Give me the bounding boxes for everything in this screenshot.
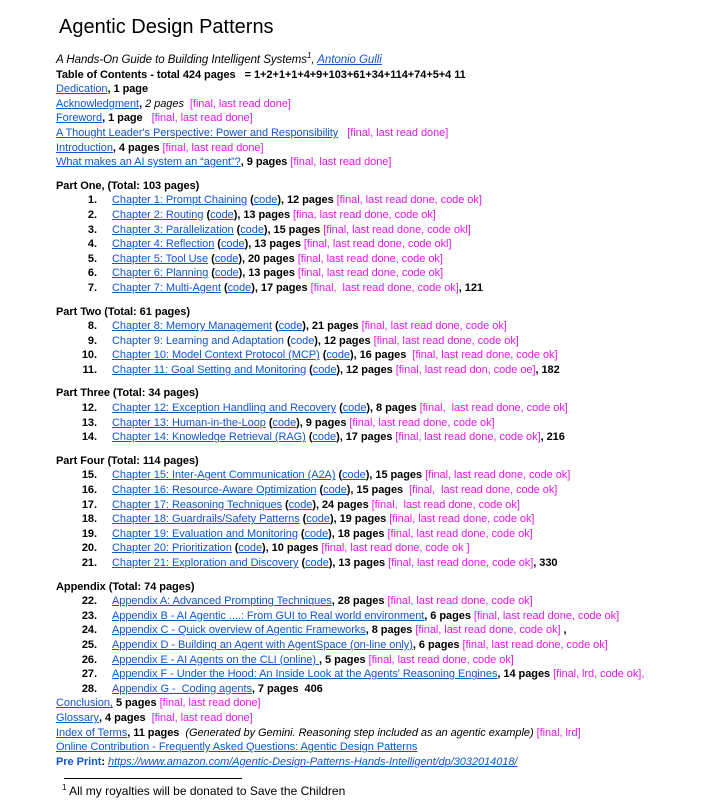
code-link-21[interactable]: code xyxy=(305,557,329,569)
status-note: [final, lrd, code ok] xyxy=(553,668,642,681)
chapter-item xyxy=(56,193,707,208)
code-link-2[interactable]: code xyxy=(210,208,234,221)
text-run: ( xyxy=(298,557,306,569)
footnote-divider xyxy=(64,778,242,779)
status-note: [final, last read done, code ok] xyxy=(409,484,558,497)
text-run: , 14 pages xyxy=(497,668,554,681)
chapter-item xyxy=(56,556,707,571)
status-note: [final, last read done, code ok] xyxy=(387,595,533,608)
part-section-1 xyxy=(56,179,707,296)
chapter-11-link[interactable]: Chapter 11: Goal Setting and Monitoring xyxy=(112,363,307,376)
pre-print-label[interactable]: Pre Print xyxy=(56,755,102,768)
code-link-18[interactable]: code xyxy=(306,513,330,526)
footer-entries xyxy=(56,696,707,769)
status-note: [final, last read done, code ok] xyxy=(368,653,514,666)
list-number: 20. xyxy=(81,542,97,555)
text-run: ), 13 pages xyxy=(328,557,389,569)
text-run xyxy=(338,127,347,139)
text-run: (Generated by Gemini. Reasoning step included as an agentic example) xyxy=(185,726,534,739)
toc-entry-what-makes-agent xyxy=(56,155,707,170)
text-run: ( xyxy=(305,431,313,444)
chapter-item xyxy=(56,319,707,334)
code-link-9[interactable]: code xyxy=(290,334,315,347)
text-run: ( xyxy=(335,469,343,482)
toc-entry-thought-leader xyxy=(56,126,707,141)
text-run: , 7 pages xyxy=(251,682,305,695)
list-number: 25. xyxy=(81,638,97,651)
status-note: [final, last read done, code ok] xyxy=(388,557,534,569)
introduction-link[interactable]: Introduction xyxy=(56,141,113,154)
code-link-15[interactable]: code xyxy=(342,469,366,482)
toc-entry-dedication xyxy=(56,82,707,97)
toc-entry-preprint xyxy=(56,755,707,770)
text-run: ( xyxy=(272,320,279,333)
status-note: [final, last read done] xyxy=(162,141,264,154)
status-note: [final, last read done, code ok] xyxy=(395,431,541,444)
text-run: 5 pages xyxy=(112,697,160,710)
text-run: , 5 pages xyxy=(318,653,369,666)
toc-entry-online-contribution xyxy=(56,740,707,755)
status-note: [final, lrd] xyxy=(536,726,581,739)
chapter-item xyxy=(56,252,707,267)
status-note: [final, last read done, code ok] xyxy=(349,416,495,429)
text-run: , xyxy=(139,97,146,110)
appendix-e-link[interactable]: Appendix E - AI Agents on the CLI (online) xyxy=(112,653,319,666)
text-run: , 4 pages xyxy=(112,141,163,154)
chapter-item xyxy=(56,223,707,238)
subtitle-footnote-marker: 1 xyxy=(306,51,312,61)
code-link-4[interactable]: code xyxy=(220,238,245,251)
appendix-g-link[interactable]: Appendix G - Coding agents xyxy=(112,682,252,695)
text-run: ( xyxy=(214,238,221,251)
index-of-terms-link[interactable]: Index of Terms xyxy=(56,726,128,739)
subtitle: A Hands-On Guide to Building Intelligent Systems$^1$, Antonio Gulli xyxy=(56,51,382,66)
text-run: , 216 xyxy=(540,431,565,444)
chapter-item xyxy=(56,208,707,223)
text-run: , 1 page xyxy=(107,83,149,96)
footnote-area xyxy=(56,778,707,799)
chapter-item xyxy=(56,682,707,697)
list-number: 11. xyxy=(82,363,97,376)
status-note: [final, last read done] xyxy=(189,97,291,110)
chapter-19-link[interactable]: Chapter 19: Evaluation and Monitoring xyxy=(112,527,298,540)
subtitle-text: A Hands-On Guide to Building Intelligent Systems xyxy=(56,54,307,66)
text-run: , 4 pages xyxy=(99,711,152,724)
code-link-8[interactable]: code xyxy=(278,320,303,333)
status-note: [final, last read done, code ok] xyxy=(373,334,519,347)
chapter-18-link[interactable]: Chapter 18: Guardrails/Safety Patterns xyxy=(112,513,300,526)
amazon-preprint-link[interactable]: https://www.amazon.com/Agentic-Design-Patterns-Hands-Intelligent/dp/3032014018/ xyxy=(108,755,518,768)
appendix-b-link[interactable]: Appendix B - AI Agentic ....: From GUI to Real world environment xyxy=(112,609,425,622)
list-number: 6. xyxy=(87,267,97,280)
chapter-item xyxy=(56,416,707,431)
text-run: , 121 xyxy=(458,281,483,294)
page-title: Agentic Design Patterns xyxy=(59,16,274,38)
list-number: 19. xyxy=(81,527,97,540)
text-run: ), 17 pages xyxy=(251,281,311,294)
appendix-c-link[interactable]: Appendix C - Quick overview of Agentic Frameworks xyxy=(112,624,366,637)
glossary-link[interactable]: Glossary xyxy=(56,711,99,724)
list-number: 17. xyxy=(81,498,97,511)
text-run: ), 19 pages xyxy=(329,513,390,526)
status-note: [final, last read done, code ok ] xyxy=(321,542,470,555)
text-run: ), 15 pages xyxy=(346,484,410,497)
chapter-17-link[interactable]: Chapter 17: Reasoning Techniques xyxy=(112,498,283,511)
chapter-9-link[interactable]: Chapter 9: Learning and Adaptation xyxy=(112,334,284,347)
text-run: ( xyxy=(231,542,239,555)
status-note: [final, last read done, code ok] xyxy=(425,469,571,482)
status-note: [final, last read done, code ok] xyxy=(336,194,482,207)
status-note: [final, last read done, code ok] xyxy=(419,402,568,415)
status-note: [final, last read done] xyxy=(159,697,261,710)
code-link-12[interactable]: code xyxy=(342,402,367,415)
chapter-item xyxy=(56,237,707,252)
list-number: 18. xyxy=(81,513,97,526)
chapter-item xyxy=(56,348,707,363)
code-link-11[interactable]: code xyxy=(312,363,337,376)
text-run: , 8 pages xyxy=(365,624,416,637)
acknowledgment-link[interactable]: Acknowledgment xyxy=(56,97,140,110)
text-run: ), 13 pages xyxy=(244,238,304,251)
part-header: Part Four (Total: 114 pages) xyxy=(56,454,199,467)
status-note: [final, last read done, code okl] xyxy=(303,238,452,251)
code-link-7[interactable]: code xyxy=(227,281,252,294)
list-number: 5. xyxy=(87,252,97,265)
code-link-1[interactable]: code xyxy=(253,194,278,207)
status-note: [final, last read done, code ok] xyxy=(361,320,507,333)
text-run: ( xyxy=(265,416,273,429)
list-number: 4. xyxy=(87,238,97,251)
status-note: [final, last read done, code ok] xyxy=(462,638,608,651)
toc-entry-introduction xyxy=(56,141,707,156)
text-run: ), 8 pages xyxy=(366,402,420,415)
chapter-item xyxy=(56,334,707,349)
text-run: ( xyxy=(247,194,254,207)
text-run: , 11 pages xyxy=(127,726,186,739)
list-number: 24. xyxy=(81,624,97,637)
code-link-5[interactable]: code xyxy=(214,252,239,265)
list-number: 27. xyxy=(81,668,97,681)
list-number: 8. xyxy=(87,320,97,333)
chapter-item xyxy=(56,638,707,653)
list-number: 2. xyxy=(87,208,97,221)
toc-entry-acknowledgment xyxy=(56,97,707,112)
part-section-4 xyxy=(56,454,707,571)
chapter-16-link[interactable]: Chapter 16: Resource-Aware Optimization xyxy=(112,484,317,497)
chapter-item xyxy=(56,512,707,527)
conclusion-link[interactable]: Conclusion, xyxy=(56,697,113,710)
list-number: 14. xyxy=(81,431,97,444)
chapter-item xyxy=(56,430,707,445)
list-number: 13. xyxy=(81,416,97,429)
status-note: [final, last read done, code okl] xyxy=(323,223,471,236)
list-number: 28. xyxy=(81,682,97,695)
chapter-item xyxy=(56,609,707,624)
status-note: [final, last read done, code ok] xyxy=(387,527,533,540)
text-run: ), 13 pages xyxy=(238,267,298,280)
text-run: ), 15 pages xyxy=(365,469,426,482)
code-link-17[interactable]: code xyxy=(288,498,313,511)
text-run: : xyxy=(101,755,109,768)
list-number: 21. xyxy=(81,557,97,569)
front-matter-list xyxy=(56,82,707,170)
text-run: ), 17 pages xyxy=(336,431,396,444)
status-note: [final, last read done, code ok] xyxy=(371,498,520,511)
text-run: ), 16 pages xyxy=(349,349,413,362)
part-header: Part One, (Total: 103 pages) xyxy=(56,179,200,192)
online-contribution-link[interactable]: Online Contribution - Frequently Asked Questions: Agentic Design Patterns xyxy=(56,741,418,754)
text-run: ( xyxy=(220,281,228,294)
list-number: 23. xyxy=(81,609,97,622)
chapter-12-link[interactable]: Chapter 12: Exception Handling and Recovery xyxy=(112,402,337,415)
chapter-item xyxy=(56,266,707,281)
chapter-item xyxy=(56,623,707,638)
text-run: 2 pages xyxy=(145,97,184,110)
list-number: 15. xyxy=(81,469,97,482)
code-link-19[interactable]: code xyxy=(304,527,329,540)
chapter-20-link[interactable]: Chapter 20: Prioritization xyxy=(112,542,232,555)
chapter-item xyxy=(56,483,707,498)
chapter-10-link[interactable]: Chapter 10: Model Context Protocol (MCP) xyxy=(112,349,320,362)
text-run: ), 12 pages xyxy=(277,194,337,207)
status-note: [fina, last read done, code ok] xyxy=(293,208,436,221)
text-run: ), 12 pages xyxy=(336,363,396,376)
text-run: 406 xyxy=(304,682,323,695)
text-run: ( xyxy=(297,527,305,540)
text-run: ), 24 pages xyxy=(312,498,372,511)
appendix-a-link[interactable]: Appendix A: Advanced Prompting Techniques xyxy=(112,595,332,608)
footnote-marker: 1 xyxy=(62,783,67,793)
chapter-item xyxy=(56,667,707,682)
code-link-10[interactable]: code xyxy=(326,349,350,362)
text-run: , 330 xyxy=(533,557,558,569)
chapter-item xyxy=(56,541,707,556)
chapter-3-link[interactable]: Chapter 3: Parallelization xyxy=(112,223,234,236)
parts-container xyxy=(56,179,707,697)
part-section-3 xyxy=(56,386,707,444)
part-header: Appendix (Total: 74 pages) xyxy=(56,580,195,593)
text-run: ( xyxy=(336,402,343,415)
text-run: ( xyxy=(299,513,307,526)
toc-entry-glossary xyxy=(56,711,707,726)
chapter-13-link[interactable]: Chapter 13: Human-in-the-Loop xyxy=(112,416,266,429)
list-number: 1. xyxy=(87,194,97,207)
code-link-16[interactable]: code xyxy=(323,484,347,497)
status-note: , xyxy=(641,668,645,681)
text-run: , 28 pages xyxy=(331,595,388,608)
text-run: ), 9 pages xyxy=(296,416,350,429)
text-run: , 182 xyxy=(535,363,560,376)
text-run: ( xyxy=(316,484,324,497)
status-note: [final, last read done] xyxy=(347,126,449,139)
status-note: [final, last read done, code ok] xyxy=(297,252,443,265)
list-number: 9. xyxy=(87,334,97,347)
part-header: Part Three (Total: 34 pages) xyxy=(56,387,199,400)
chapter-6-link[interactable]: Chapter 6: Planning xyxy=(112,267,209,280)
part-header: Part Two (Total: 61 pages) xyxy=(56,305,190,318)
chapter-item xyxy=(56,498,707,513)
text-run: ( xyxy=(233,223,241,236)
status-note: [final, last read done] xyxy=(151,711,253,724)
text-run: ), 13 pages xyxy=(233,208,294,221)
chapter-item xyxy=(56,401,707,416)
text-run: ( xyxy=(208,252,215,265)
code-link-13[interactable]: code xyxy=(272,416,297,429)
appendix-d-link[interactable]: Appendix D - Building an Agent with AgentSpace (on-line only) xyxy=(112,638,413,651)
text-run: , 6 pages xyxy=(424,609,474,622)
status-note: [final, last read done, code ok] xyxy=(415,624,561,637)
list-number: 22. xyxy=(81,595,97,608)
text-run: ( xyxy=(284,334,291,347)
text-run: ( xyxy=(203,208,211,221)
code-link-3[interactable]: code xyxy=(240,223,264,236)
dedication-link[interactable]: Dedication xyxy=(56,83,108,96)
chapter-item xyxy=(56,653,707,668)
code-link-20[interactable]: code xyxy=(238,542,263,555)
list-number: 16. xyxy=(81,484,97,497)
chapter-1-link[interactable]: Chapter 1: Prompt Chaining xyxy=(112,194,248,207)
list-number: 3. xyxy=(87,223,97,236)
status-note: [final, last read done] xyxy=(151,112,253,125)
what-makes-agent-link[interactable]: What makes an AI system an “agent”? xyxy=(56,156,241,169)
toc-entry-index-of-terms xyxy=(56,726,707,741)
text-run: ), 15 pages xyxy=(263,223,324,236)
text-run: , xyxy=(560,624,567,637)
status-note: [final, last read done, code ok] xyxy=(389,513,535,526)
list-number: 26. xyxy=(81,653,97,666)
footnote-text: $^1$ All my royalties will be donated to Save the Children xyxy=(62,783,346,799)
chapter-item xyxy=(56,281,707,296)
text-run: , 9 pages xyxy=(240,156,291,169)
code-link-6[interactable]: code xyxy=(214,267,239,280)
part-section-5 xyxy=(56,580,707,697)
foreword-link[interactable]: Foreword xyxy=(56,112,103,125)
text-run: , 1 page xyxy=(102,112,152,125)
chapter-item xyxy=(56,468,707,483)
chapter-14-link[interactable]: Chapter 14: Knowledge Retrieval (RAG) xyxy=(112,431,306,444)
chapter-7-link[interactable]: Chapter 7: Multi-Agent xyxy=(112,281,221,294)
text-run: ), 20 pages xyxy=(238,252,298,265)
status-note: [final, last read don, code oe] xyxy=(395,363,536,376)
text-run: ), 18 pages xyxy=(328,527,388,540)
text-run: ), 12 pages xyxy=(314,334,374,347)
status-note: [final, last read done, code ok] xyxy=(297,267,444,280)
chapter-item xyxy=(56,594,707,609)
author-link[interactable]: Antonio Gulli xyxy=(317,54,382,66)
part-section-2 xyxy=(56,305,707,378)
status-note: [final, last read done, code ok] xyxy=(473,609,620,622)
text-run: ( xyxy=(306,363,313,376)
chapter-4-link[interactable]: Chapter 4: Reflection xyxy=(112,238,215,251)
chapter-15-link[interactable]: Chapter 15: Inter-Agent Communication (A2A) xyxy=(112,469,336,482)
text-run: ( xyxy=(282,498,289,511)
list-number: 7. xyxy=(87,281,97,294)
chapter-8-link[interactable]: Chapter 8: Memory Management xyxy=(112,320,273,333)
status-note: [final, last read done] xyxy=(290,156,392,169)
code-link-14[interactable]: code xyxy=(312,431,337,444)
text-run: ( xyxy=(208,267,215,280)
chapter-item xyxy=(56,363,707,378)
toc-entry-foreword xyxy=(56,111,707,126)
text-run: ), 21 pages xyxy=(302,320,362,333)
text-run: ), 10 pages xyxy=(262,542,322,555)
chapter-item xyxy=(56,527,707,542)
list-number: 12. xyxy=(81,402,97,415)
chapter-2-link[interactable]: Chapter 2: Routing xyxy=(112,208,204,221)
list-number: 10. xyxy=(81,349,97,362)
status-note: [final, last read done, code ok] xyxy=(310,281,459,294)
thought-leader-link[interactable]: A Thought Leader's Perspective: Power and Responsibility xyxy=(56,126,339,139)
toc-total-line: Table of Contents - total 424 pages = 1+2+1+1+4+9+103+61+34+114+74+5+4 11 xyxy=(56,68,466,81)
chapter-21-link[interactable]: Chapter 21: Exploration and Discovery xyxy=(112,557,299,569)
text-run: ( xyxy=(319,349,327,362)
chapter-5-link[interactable]: Chapter 5: Tool Use xyxy=(112,252,209,265)
appendix-f-link[interactable]: Appendix F - Under the Hood: An Inside Look at the Agents' Reasoning Engines xyxy=(112,668,498,681)
toc-entry-conclusion xyxy=(56,696,707,711)
text-run: , 6 pages xyxy=(412,638,463,651)
status-note: [final, last read done, code ok] xyxy=(412,349,558,362)
